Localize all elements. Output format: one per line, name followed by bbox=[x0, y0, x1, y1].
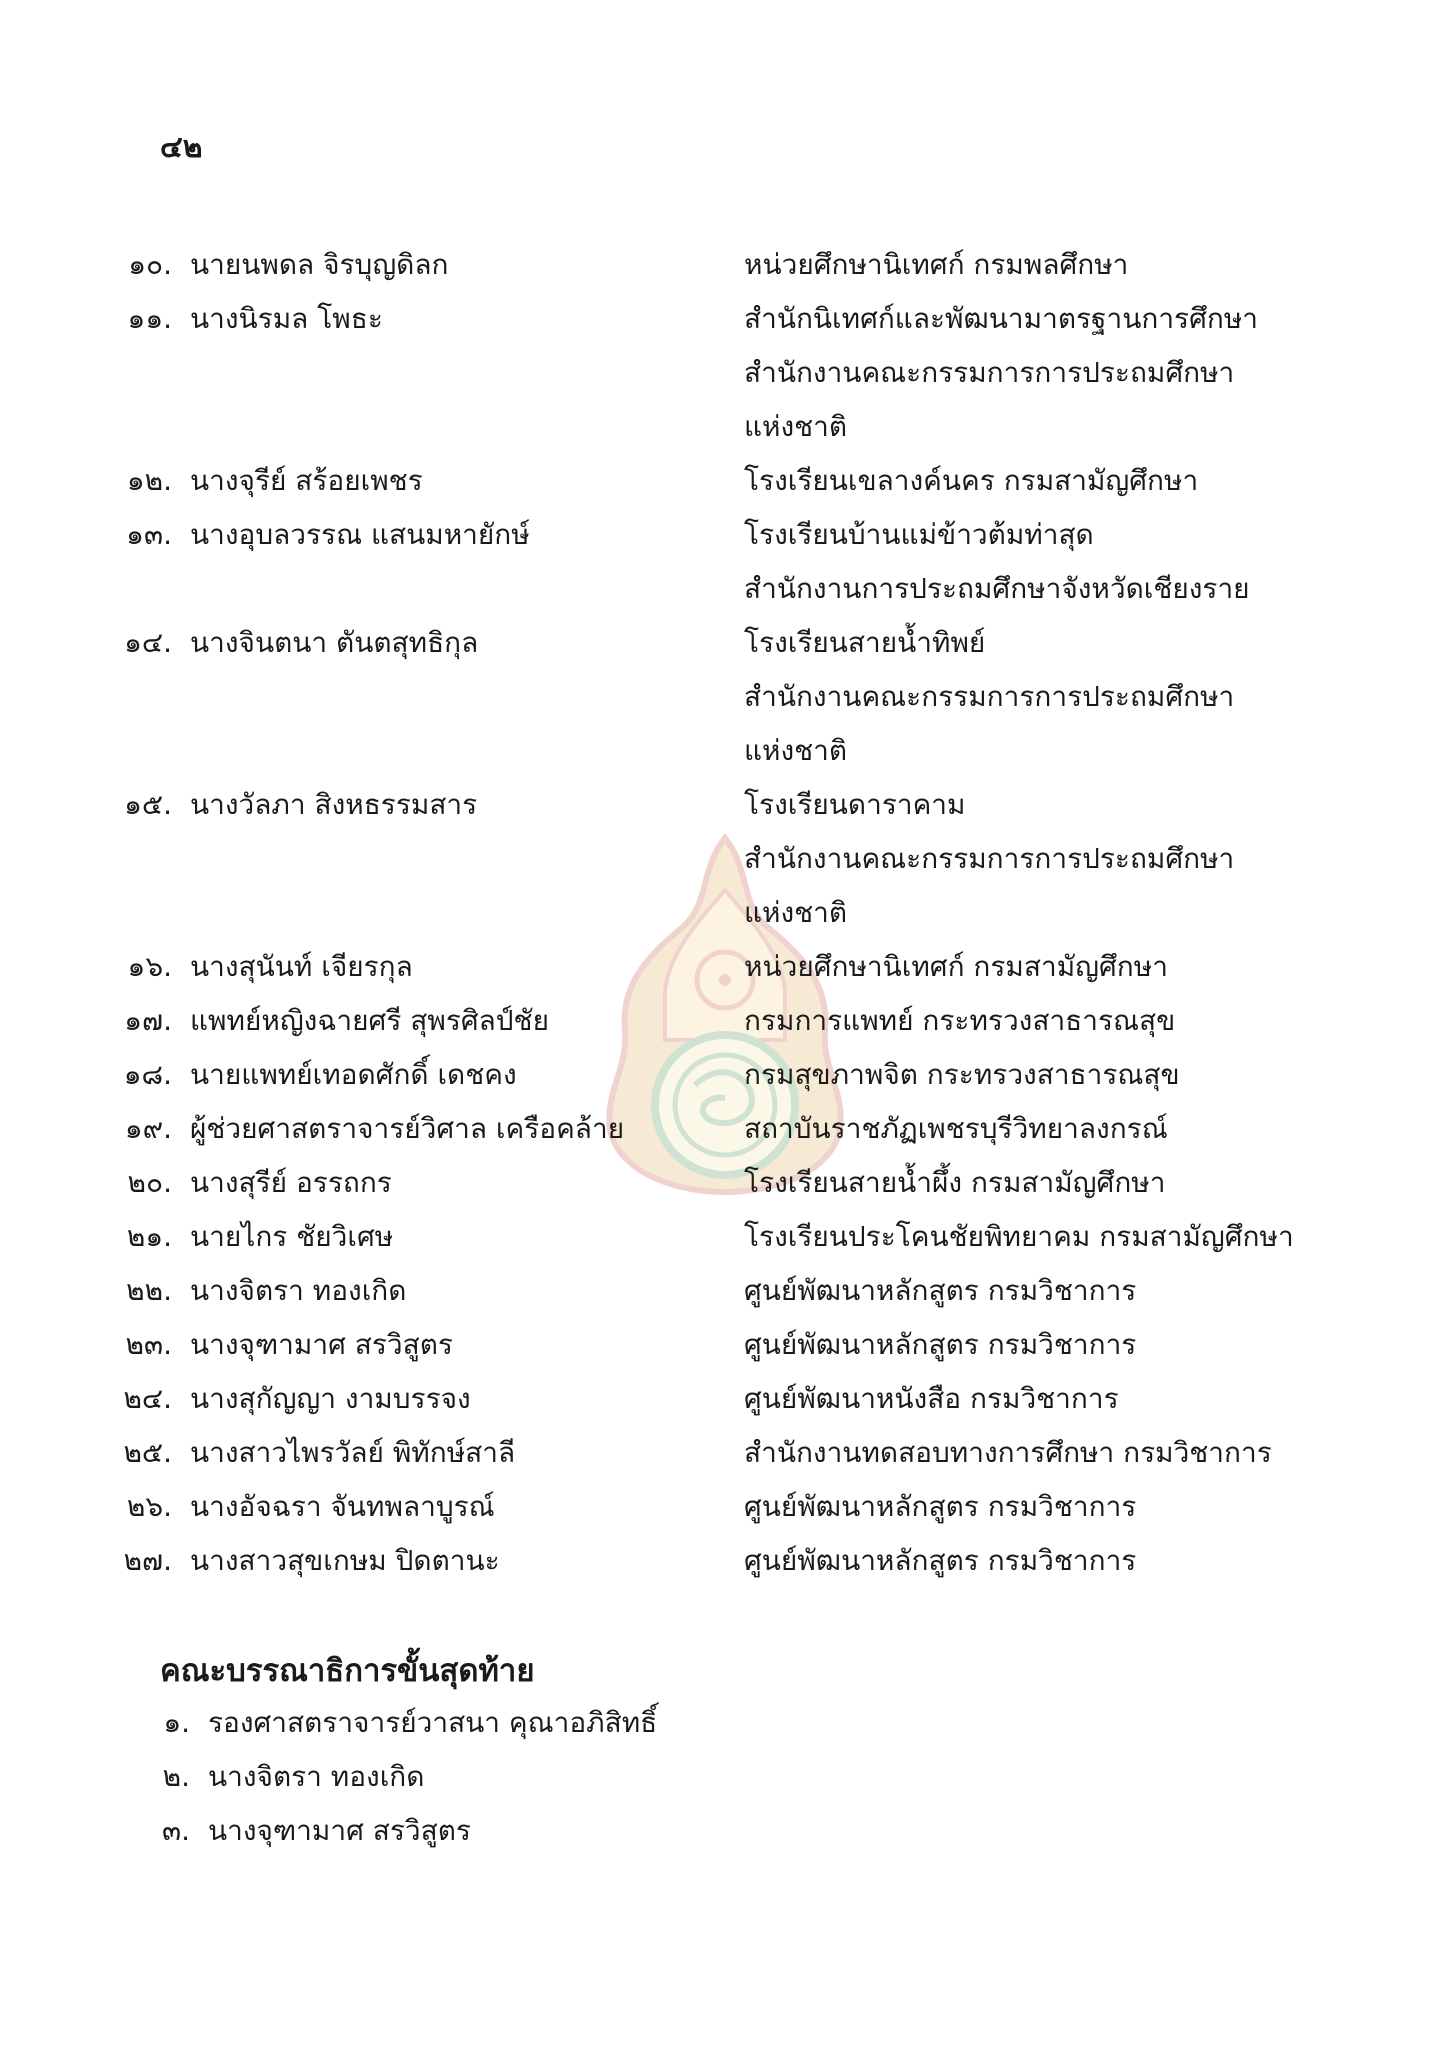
list-item bbox=[0, 1372, 1456, 1426]
affiliation-line: โรงเรียนสายน้ำทิพย์ bbox=[744, 626, 986, 659]
person-name: แพทย์หญิงฉายศรี สุพรศิลป์ชัย bbox=[190, 1004, 549, 1037]
item-number: ๒. bbox=[162, 1760, 190, 1793]
affiliation bbox=[744, 1210, 1304, 1264]
contributor-list bbox=[0, 238, 1456, 1588]
item-number: ๒๐. bbox=[127, 1166, 172, 1199]
person-name: นายแพทย์เทอดศักดิ์ เดชคง bbox=[190, 1058, 517, 1091]
affiliation-line: แห่งชาติ bbox=[744, 734, 848, 767]
affiliation-line: โรงเรียนเขลางค์นคร กรมสามัญศึกษา bbox=[744, 464, 1199, 497]
person-name: นางสุกัญญา งามบรรจง bbox=[190, 1382, 471, 1415]
affiliation-line: หน่วยศึกษานิเทศก์ กรมสามัญศึกษา bbox=[744, 950, 1168, 983]
item-number: ๑๕. bbox=[124, 788, 172, 821]
person-name: นางจุรีย์ สร้อยเพชร bbox=[190, 464, 423, 497]
affiliation-line: แห่งชาติ bbox=[744, 896, 848, 929]
list-item bbox=[0, 292, 1456, 454]
affiliation-line: สำนักนิเทศก์และพัฒนามาตรฐานการศึกษา bbox=[744, 302, 1258, 335]
person-name: นางจุฑามาศ สรวิสูตร bbox=[208, 1814, 471, 1847]
item-number: ๓. bbox=[161, 1814, 190, 1847]
list-item bbox=[0, 778, 1456, 940]
affiliation bbox=[744, 454, 1304, 508]
item-number: ๑๔. bbox=[124, 626, 172, 659]
affiliation bbox=[744, 292, 1304, 454]
affiliation bbox=[744, 1048, 1304, 1102]
list-item bbox=[0, 1264, 1456, 1318]
affiliation-line: สำนักงานทดสอบทางการศึกษา กรมวิชาการ bbox=[744, 1436, 1272, 1469]
item-number: ๒๗. bbox=[123, 1544, 172, 1577]
person-name: นางนิรมล โพธะ bbox=[190, 302, 383, 335]
affiliation bbox=[744, 1372, 1304, 1426]
list-item bbox=[0, 1804, 1456, 1858]
affiliation bbox=[744, 994, 1304, 1048]
person-name: นางจิตรา ทองเกิด bbox=[190, 1274, 407, 1307]
affiliation bbox=[744, 616, 1304, 778]
person-name: นางอัจฉรา จันทพลาบูรณ์ bbox=[190, 1490, 495, 1523]
affiliation-line: สถาบันราชภัฏเพชรบุรีวิทยาลงกรณ์ bbox=[744, 1112, 1168, 1145]
person-name: ผู้ช่วยศาสตราจารย์วิศาล เครือคล้าย bbox=[190, 1112, 625, 1145]
item-number: ๒๑. bbox=[126, 1220, 172, 1253]
person-name: นายไกร ชัยวิเศษ bbox=[190, 1220, 394, 1253]
affiliation bbox=[744, 1426, 1304, 1480]
person-name: นางสุนันท์ เจียรกุล bbox=[190, 950, 413, 983]
list-item bbox=[0, 940, 1456, 994]
list-item bbox=[0, 1102, 1456, 1156]
item-number: ๑๑. bbox=[127, 302, 172, 335]
person-name: นางจุฑามาศ สรวิสูตร bbox=[190, 1328, 453, 1361]
list-item bbox=[0, 616, 1456, 778]
affiliation bbox=[744, 1480, 1304, 1534]
person-name: นางอุบลวรรณ แสนมหายักษ์ bbox=[190, 518, 530, 551]
item-number: ๑๒. bbox=[126, 464, 172, 497]
affiliation-line: สำนักงานคณะกรรมการการประถมศึกษา bbox=[744, 842, 1235, 875]
list-item bbox=[0, 1696, 1456, 1750]
person-name: นายนพดล จิรบุญดิลก bbox=[190, 248, 449, 281]
affiliation-line: โรงเรียนดาราคาม bbox=[744, 788, 966, 821]
page-number: ๔๒ bbox=[160, 130, 203, 165]
list-item bbox=[0, 238, 1456, 292]
affiliation bbox=[744, 778, 1304, 940]
affiliation-line: ศูนย์พัฒนาหลักสูตร กรมวิชาการ bbox=[744, 1490, 1137, 1523]
item-number: ๑๙. bbox=[124, 1112, 172, 1145]
person-name: รองศาสตราจารย์วาสนา คุณาอภิสิทธิ์ bbox=[208, 1706, 658, 1739]
list-item bbox=[0, 1480, 1456, 1534]
person-name: นางจิตรา ทองเกิด bbox=[208, 1760, 425, 1793]
list-item bbox=[0, 1048, 1456, 1102]
list-item bbox=[0, 994, 1456, 1048]
person-name: นางวัลภา สิงหธรรมสาร bbox=[190, 788, 478, 821]
affiliation bbox=[744, 508, 1304, 616]
list-item bbox=[0, 1210, 1456, 1264]
list-item bbox=[0, 454, 1456, 508]
item-number: ๑๗. bbox=[124, 1004, 172, 1037]
affiliation-line: หน่วยศึกษานิเทศก์ กรมพลศึกษา bbox=[744, 248, 1129, 281]
item-number: ๑๓. bbox=[126, 518, 172, 551]
affiliation-line: กรมการแพทย์ กระทรวงสาธารณสุข bbox=[744, 1004, 1176, 1037]
item-number: ๒๒. bbox=[126, 1274, 172, 1307]
final-editors-heading: คณะบรรณาธิการขั้นสุดท้าย bbox=[160, 1653, 535, 1689]
item-number: ๒๕. bbox=[123, 1436, 172, 1469]
item-number: ๒๖. bbox=[126, 1490, 172, 1523]
affiliation-line: โรงเรียนประโคนชัยพิทยาคม กรมสามัญศึกษา bbox=[744, 1220, 1294, 1253]
affiliation-line: ศูนย์พัฒนาหนังสือ กรมวิชาการ bbox=[744, 1382, 1119, 1415]
affiliation bbox=[744, 1534, 1304, 1588]
affiliation-line: โรงเรียนบ้านแม่ข้าวต้มท่าสุด bbox=[744, 518, 1094, 551]
list-item bbox=[0, 1156, 1456, 1210]
affiliation-line: ศูนย์พัฒนาหลักสูตร กรมวิชาการ bbox=[744, 1544, 1137, 1577]
affiliation-line: กรมสุขภาพจิต กระทรวงสาธารณสุข bbox=[744, 1058, 1180, 1091]
person-name: นางจินตนา ตันตสุทธิกุล bbox=[190, 626, 479, 659]
affiliation-line: แห่งชาติ bbox=[744, 410, 848, 443]
list-item bbox=[0, 508, 1456, 616]
list-item bbox=[0, 1534, 1456, 1588]
affiliation-line: สำนักงานการประถมศึกษาจังหวัดเชียงราย bbox=[744, 572, 1250, 605]
affiliation bbox=[744, 940, 1304, 994]
item-number: ๑๖. bbox=[127, 950, 172, 983]
person-name: นางสาวสุขเกษม ปิดตานะ bbox=[190, 1544, 500, 1577]
affiliation-line: โรงเรียนสายน้ำผึ้ง กรมสามัญศึกษา bbox=[744, 1166, 1166, 1199]
affiliation-line: สำนักงานคณะกรรมการการประถมศึกษา bbox=[744, 680, 1235, 713]
item-number: ๒๔. bbox=[123, 1382, 172, 1415]
final-editors-list bbox=[0, 1696, 1456, 1858]
affiliation-line: สำนักงานคณะกรรมการการประถมศึกษา bbox=[744, 356, 1235, 389]
affiliation bbox=[744, 1318, 1304, 1372]
item-number: ๑๐. bbox=[128, 248, 172, 281]
affiliation bbox=[744, 1102, 1304, 1156]
item-number: ๒๓. bbox=[125, 1328, 172, 1361]
list-item bbox=[0, 1318, 1456, 1372]
affiliation-line: ศูนย์พัฒนาหลักสูตร กรมวิชาการ bbox=[744, 1328, 1137, 1361]
person-name: นางสาวไพรวัลย์ พิทักษ์สาลี bbox=[190, 1436, 516, 1469]
list-item bbox=[0, 1426, 1456, 1480]
affiliation-line: ศูนย์พัฒนาหลักสูตร กรมวิชาการ bbox=[744, 1274, 1137, 1307]
person-name: นางสุรีย์ อรรถกร bbox=[190, 1166, 392, 1199]
item-number: ๑๘. bbox=[123, 1058, 172, 1091]
affiliation bbox=[744, 238, 1304, 292]
affiliation bbox=[744, 1156, 1304, 1210]
affiliation bbox=[744, 1264, 1304, 1318]
list-item bbox=[0, 1750, 1456, 1804]
item-number: ๑. bbox=[163, 1706, 190, 1739]
